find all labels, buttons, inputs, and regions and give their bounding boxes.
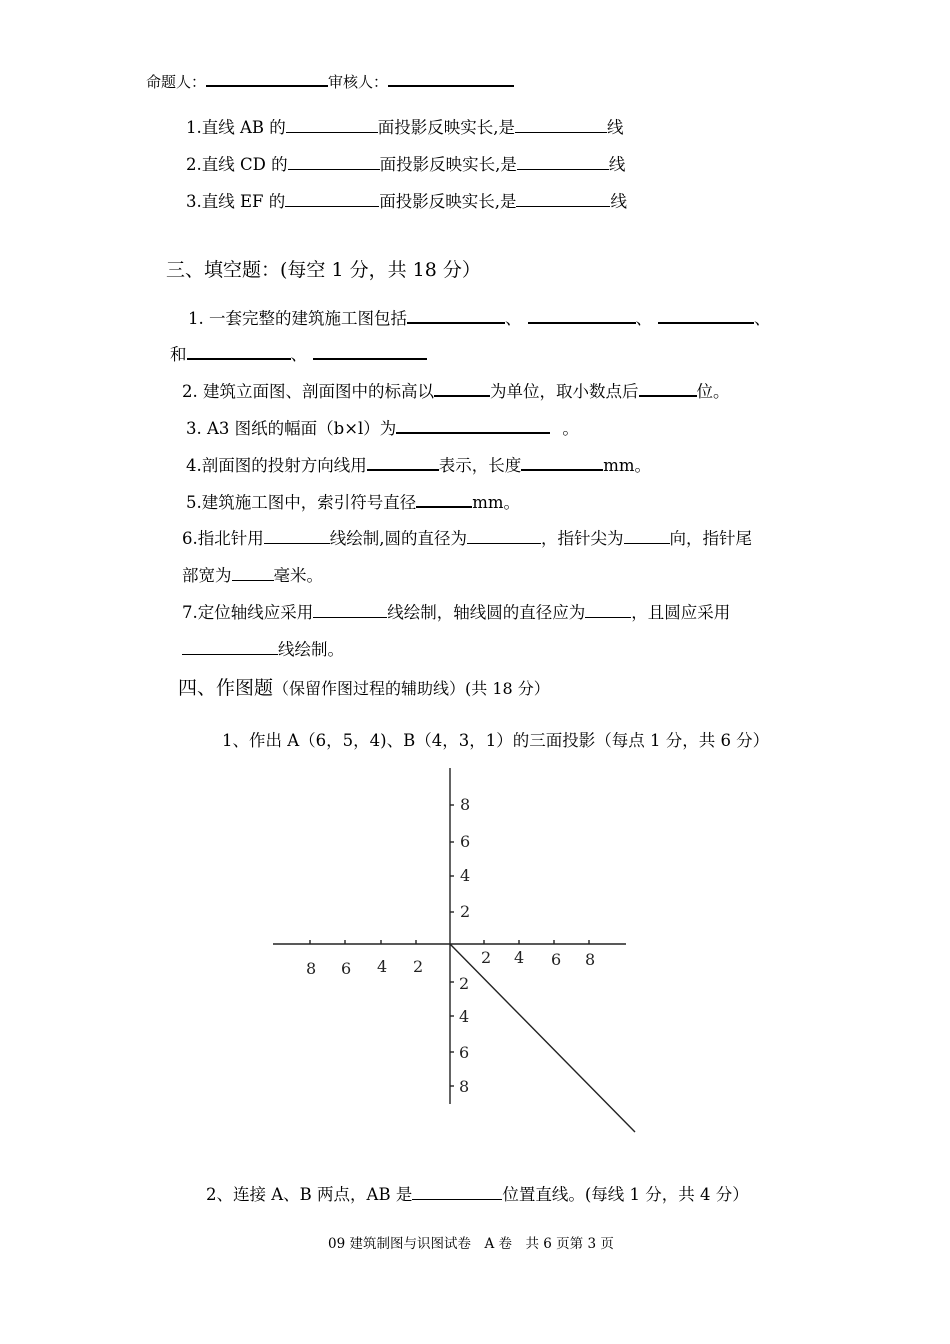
q-text: 1.直线 AB 的: [186, 118, 286, 137]
tick-label-down: 8: [459, 1077, 470, 1096]
projection-q2: [186, 153, 625, 176]
section4-heading: 四、作图题: [178, 677, 274, 699]
draw-q1: 1、作出 A（6，5，4)、B（4，3，1）的三面投影（每点 1 分，共 6 分）: [222, 731, 770, 750]
fill-q1: [188, 306, 771, 330]
tick-label-down: 4: [459, 1007, 470, 1026]
tick-label-up: 2: [460, 902, 471, 921]
q-text: 毫米。: [273, 566, 323, 585]
tick-label-up: 6: [460, 832, 471, 851]
answer-blank[interactable]: [285, 190, 379, 207]
answer-blank[interactable]: [232, 564, 274, 581]
answer-blank[interactable]: [313, 601, 387, 618]
tick-label-left: 8: [306, 959, 317, 978]
q-text: 2. 建筑立面图、剖面图中的标高以: [182, 382, 434, 401]
section4-title: [178, 677, 550, 700]
separator: 、: [635, 309, 652, 328]
q-text: 和: [170, 345, 187, 364]
tick-label-down: 6: [459, 1043, 470, 1062]
tick-label-up: 8: [460, 795, 471, 814]
q-text: 2、连接 A、B 两点，AB 是: [206, 1185, 413, 1204]
q-text: 面投影反映实长,是: [379, 192, 517, 211]
q-text: 为单位，取小数点后: [490, 382, 639, 401]
q-text: 1. 一套完整的建筑施工图包括: [188, 309, 407, 328]
header-line: [146, 69, 514, 93]
answer-blank[interactable]: [396, 416, 550, 434]
answer-blank[interactable]: [521, 453, 603, 471]
answer-blank[interactable]: [288, 153, 380, 170]
reviewer-label: 审核人：: [328, 73, 389, 91]
q-text: 线: [610, 192, 627, 211]
fill-q4: [186, 453, 651, 477]
tick-label-right: 6: [551, 950, 562, 969]
diagonal-45-line: [450, 944, 635, 1132]
section3-title: 三、填空题：(每空 1 分，共 18 分）: [166, 259, 481, 281]
q-text: 。: [562, 419, 579, 438]
answer-blank[interactable]: [187, 342, 291, 360]
author-label: 命题人：: [146, 73, 207, 91]
q-text: 2.直线 CD 的: [186, 155, 288, 174]
answer-blank[interactable]: [658, 306, 754, 324]
q-text: 线绘制，轴线圆的直径应为: [387, 603, 586, 622]
answer-blank[interactable]: [264, 527, 330, 544]
reviewer-blank[interactable]: [388, 69, 514, 87]
q-text: 面投影反映实长,是: [377, 118, 516, 137]
q-text: 部宽为: [182, 566, 232, 585]
q-text: 6.指北针用: [182, 529, 264, 548]
answer-blank[interactable]: [367, 453, 439, 471]
fill-q2: [182, 379, 730, 403]
q-text: 线: [608, 155, 626, 174]
q-text: 5.建筑施工图中，索引符号直径: [186, 493, 417, 512]
section4-note: （保留作图过程的辅助线）(共 18 分）: [273, 679, 550, 698]
answer-blank[interactable]: [585, 601, 631, 618]
answer-blank[interactable]: [515, 116, 607, 133]
q-text: 3.直线 EF 的: [186, 192, 286, 211]
answer-blank[interactable]: [434, 379, 490, 397]
projection-axes-figure: [0, 760, 950, 1180]
q-text: 位置直线。(每线 1 分，共 4 分）: [502, 1185, 749, 1204]
fill-q6: [182, 527, 752, 550]
tick-label-right: 2: [481, 948, 492, 967]
answer-blank[interactable]: [467, 527, 541, 544]
tick-label-left: 6: [341, 959, 352, 978]
q-text: 7.定位轴线应采用: [182, 603, 314, 622]
q-text: 3. A3 图纸的幅面（b×l）为: [186, 419, 397, 438]
tick-label-right: 8: [585, 950, 596, 969]
tick-label-up: 4: [460, 866, 471, 885]
q-text: 位。: [696, 382, 730, 401]
answer-blank[interactable]: [517, 153, 609, 170]
answer-blank[interactable]: [639, 379, 697, 397]
author-blank[interactable]: [206, 69, 328, 87]
page-footer: 09 建筑制图与识图试卷 A 卷 共 6 页第 3 页: [328, 1236, 614, 1252]
fill-q3: [186, 416, 579, 440]
fill-q7: [182, 601, 730, 624]
answer-blank[interactable]: [182, 638, 278, 655]
answer-blank[interactable]: [407, 306, 505, 324]
separator: 、: [505, 309, 522, 328]
q-text: 线绘制。: [278, 640, 344, 659]
projection-q3: [186, 190, 627, 213]
answer-blank[interactable]: [528, 306, 636, 324]
tick-label-down: 2: [459, 974, 470, 993]
q-text: 向，指针尾: [669, 529, 752, 548]
q-text: 面投影反映实长,是: [379, 155, 517, 174]
q-text: 线绘制,圆的直径为: [329, 529, 467, 548]
projection-q1: [186, 116, 624, 139]
tick-label-left: 4: [377, 957, 388, 976]
answer-blank[interactable]: [313, 342, 427, 360]
fill-q7-cont: [182, 638, 344, 661]
q-text: ，指针尖为: [541, 529, 624, 548]
q-text: 4.剖面图的投射方向线用: [186, 456, 367, 475]
q-text: 表示，长度: [438, 456, 522, 475]
q-text: mm。: [603, 456, 652, 475]
q-text: ，且圆应采用: [631, 603, 731, 622]
answer-blank[interactable]: [624, 527, 670, 544]
separator: 、: [290, 345, 307, 364]
answer-blank[interactable]: [516, 190, 610, 207]
answer-blank[interactable]: [412, 1183, 502, 1200]
separator: 、: [754, 309, 771, 328]
tick-label-left: 2: [413, 957, 424, 976]
draw-q2: [206, 1183, 749, 1206]
fill-q1-cont: [170, 342, 427, 366]
fill-q5: [186, 490, 520, 514]
answer-blank[interactable]: [286, 116, 378, 133]
q-text: mm。: [472, 493, 521, 512]
fill-q6-cont: [182, 564, 323, 587]
q-text: 线: [607, 118, 624, 137]
tick-label-right: 4: [514, 948, 525, 967]
answer-blank[interactable]: [416, 490, 472, 508]
